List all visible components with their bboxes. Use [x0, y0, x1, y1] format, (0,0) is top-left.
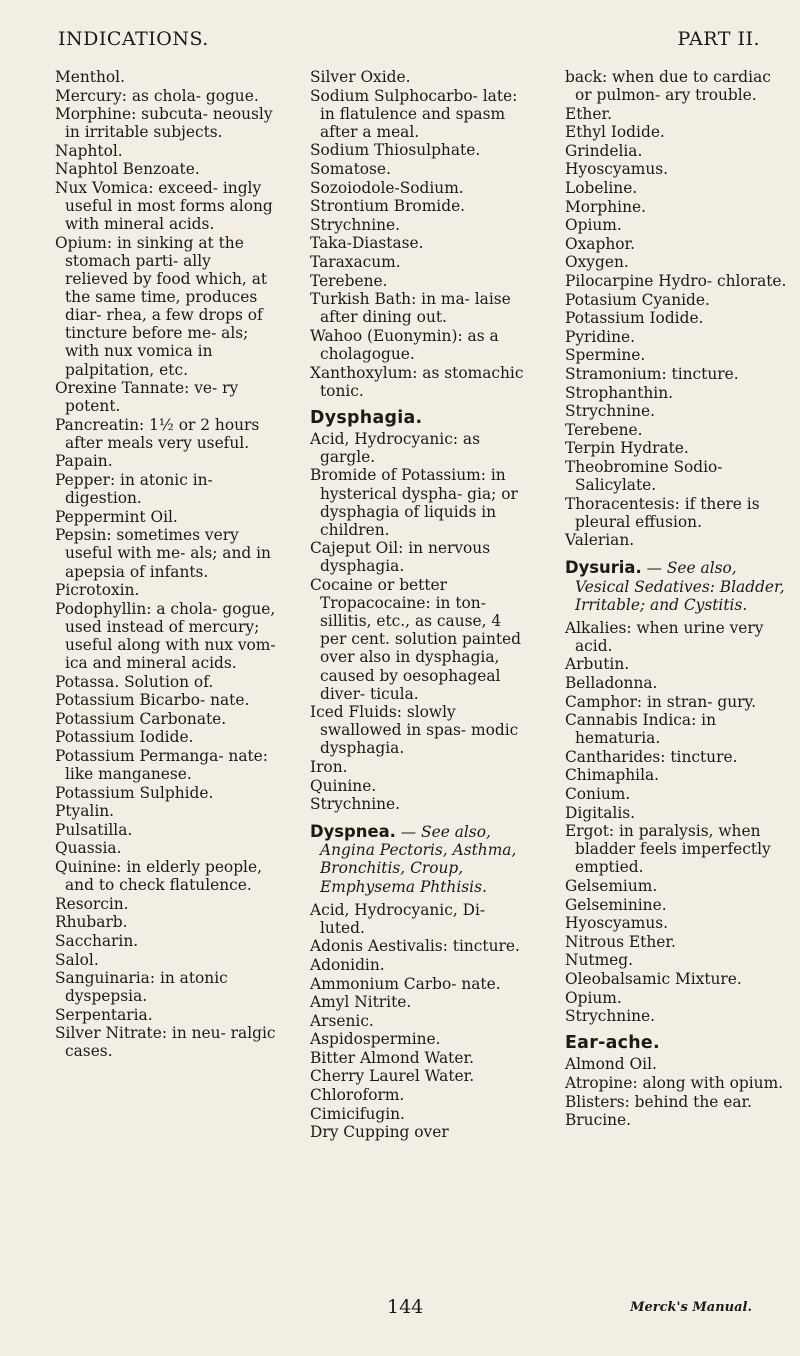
index-entry: Spermine.	[565, 346, 646, 365]
index-entry: Aspidospermine.	[310, 1030, 441, 1049]
index-entry: Thoracentesis: if there is pleural effusion.	[565, 494, 760, 531]
index-entry: Gelseminine.	[565, 895, 667, 914]
index-entry: Picrotoxin.	[55, 581, 140, 600]
column-3	[565, 68, 787, 1130]
index-entry: Strychnine.	[565, 402, 656, 421]
index-entry: Sodium Thiosulphate.	[310, 141, 481, 160]
index-entry: Orexine Tannate: ve- ry potent.	[55, 379, 239, 416]
index-entry: Iced Fluids: slowly swallowed in spas- modic dysphagia.	[310, 703, 519, 758]
index-entry: Strychnine.	[310, 795, 401, 814]
index-entry: Atropine: along with opium.	[565, 1073, 784, 1092]
index-entry: Taraxacum.	[310, 252, 401, 271]
index-entry: Dry Cupping over	[310, 1123, 449, 1142]
section-heading-dyspnea: Dyspnea.	[310, 822, 396, 842]
index-entry: Oxaphor.	[565, 234, 636, 253]
index-entry: Podophyllin: a chola- gogue, used instead of mercury; useful along with nux vom- ica and mineral acids.	[55, 599, 276, 672]
index-entry: Terebene.	[565, 420, 643, 439]
section-intro-dyspnea	[310, 823, 532, 895]
index-entry: Quinine.	[310, 776, 377, 795]
index-entry: Camphor: in stran- gury.	[565, 692, 757, 711]
index-entry: Potasium Cyanide.	[565, 290, 710, 309]
index-entry: Chimaphila.	[565, 766, 660, 785]
index-entry: Bromide of Potassium: in hysterical dyspha- gia; or dysphagia of liquids in children.	[310, 466, 518, 539]
index-entry: Adonis Aestivalis: tincture.	[310, 937, 520, 956]
column-1	[55, 68, 277, 1061]
index-entry: Serpentaria.	[55, 1005, 153, 1024]
index-entry: Naphtol.	[55, 141, 123, 160]
index-entry: Pepsin: sometimes very useful with me- als; and in apepsia of infants.	[55, 526, 271, 581]
index-entry: Opium: in sinking at the stomach parti- ally relieved by food which, at the same time, produces diar- rhea, a few drops of tincture before me- als; with nux vomica in palpitation, etc.	[55, 233, 268, 379]
index-entry: Potassium Sulphide.	[55, 783, 214, 802]
index-entry: Resorcin.	[55, 894, 129, 913]
index-entry: Cannabis Indica: in hematuria.	[565, 711, 716, 748]
index-entry: Turkish Bath: in ma- laise after dining out.	[310, 290, 511, 327]
index-entry: Pulsatilla.	[55, 820, 133, 839]
index-entry: Quassia.	[55, 839, 122, 858]
index-entry: Digitalis.	[565, 803, 636, 822]
index-entry: Rhubarb.	[55, 913, 128, 932]
index-entry: Taka-Diastase.	[310, 234, 424, 253]
index-entry: Conium.	[565, 785, 631, 804]
index-entry: Opium.	[565, 988, 622, 1007]
index-entry: Papain.	[55, 452, 113, 471]
index-entry: Oleobalsamic Mixture.	[565, 970, 742, 988]
index-entry: Brucine.	[565, 1111, 632, 1130]
index-entry: Silver Nitrate: in neu- ralgic cases.	[55, 1024, 276, 1061]
index-entry: Blisters: behind the ear.	[565, 1092, 753, 1111]
index-entry: Mercury: as chola- gogue.	[55, 86, 259, 105]
index-entry: Potassa. Solution of.	[55, 672, 214, 691]
index-entry: Stramonium: tincture.	[565, 365, 739, 383]
section-heading-earache: Ear-ache.	[565, 1033, 660, 1054]
index-entry: Iron.	[310, 757, 348, 776]
index-entry: Ergot: in paralysis, when bladder feels imperfectly emptied.	[565, 822, 771, 877]
index-entry: Terebene.	[310, 271, 388, 290]
index-entry: Menthol.	[55, 68, 125, 86]
see-also-dyspnea: — See also, Angina Pectoris, Asthma, Bronchitis, Croup, Emphysema Phthisis.	[320, 823, 517, 896]
index-entry: Potassium Bicarbo- nate.	[55, 691, 250, 710]
index-entry: Acid, Hydrocyanic: as gargle.	[310, 429, 480, 466]
index-entry: Almond Oil.	[565, 1055, 657, 1074]
index-entry: Saccharin.	[55, 931, 139, 950]
index-entry: Cajeput Oil: in nervous dysphagia.	[310, 539, 491, 576]
index-entry: Pilocarpine Hydro- chlorate.	[565, 272, 787, 291]
index-entry: Ammonium Carbo- nate.	[310, 974, 501, 993]
index-entry: Arsenic.	[310, 1011, 374, 1030]
index-entry: Cherry Laurel Water.	[310, 1067, 475, 1086]
index-entry: Valerian.	[565, 531, 635, 550]
index-entry: back: when due to cardiac or pulmon- ary trouble.	[565, 68, 771, 105]
index-entry: Somatose.	[310, 159, 391, 178]
index-entry: Potassium Iodide.	[55, 728, 194, 747]
index-entry: Ptyalin.	[55, 802, 115, 821]
index-entry: Quinine: in elderly people, and to check flatulence.	[55, 858, 262, 895]
see-also-dysuria: — See also, Vesical Sedatives: Bladder, Irritable; and Cystitis.	[575, 559, 785, 614]
index-entry: Strychnine.	[310, 215, 401, 234]
index-entry: Sozoiodole-Sodium.	[310, 178, 464, 197]
index-entry: Oxygen.	[565, 253, 629, 272]
index-entry: Lobeline.	[565, 179, 638, 198]
index-entry: Chloroform.	[310, 1086, 405, 1105]
index-entry: Sanguinaria: in atonic dyspepsia.	[55, 969, 228, 1006]
index-entry: Grindelia.	[565, 141, 643, 160]
index-entry: Salol.	[55, 950, 99, 969]
index-entry: Cocaine or better Tropacocaine: in ton- sillitis, etc., as cause, 4 per cent. solution painted over also in dysphagia, caused by oesophageal diver- ticula.	[310, 576, 522, 703]
index-entry: Potassium Permanga- nate: like manganese.	[55, 746, 268, 784]
running-header-right: PART II.	[677, 28, 760, 50]
index-entry: Adonidin.	[310, 955, 385, 974]
index-entry: Wahoo (Euonymin): as a cholagogue.	[310, 326, 499, 363]
index-entry: Pyridine.	[565, 327, 636, 346]
index-entry: Potassium Carbonate.	[55, 709, 227, 728]
footer-imprint: Merck's Manual.	[630, 1300, 752, 1315]
section-heading-dysphagia: Dysphagia.	[310, 407, 423, 428]
index-entry: Sodium Sulphocarbo- late: in flatulence and spasm after a meal.	[310, 86, 518, 141]
index-entry: Pancreatin: 1½ or 2 hours after meals very useful.	[55, 415, 260, 452]
index-entry: Ethyl Iodide.	[565, 123, 665, 142]
index-entry: Silver Oxide.	[310, 68, 411, 86]
index-entry: Theobromine Sodio- Salicylate.	[565, 457, 723, 495]
index-entry: Cimicifugin.	[310, 1104, 405, 1123]
index-entry: Potassium Iodide.	[565, 309, 704, 328]
section-intro-dysuria	[565, 559, 787, 613]
index-entry: Acid, Hydrocyanic, Di- luted.	[310, 900, 486, 937]
index-entry: Strychnine.	[565, 1007, 656, 1026]
index-entry: Morphine: subcuta- neously in irritable subjects.	[55, 105, 273, 142]
running-header-left: INDICATIONS.	[58, 28, 209, 50]
section-heading-dysuria: Dysuria.	[565, 558, 642, 578]
index-entry: Nutmeg.	[565, 951, 634, 970]
index-entry: Belladonna.	[565, 674, 658, 692]
index-entry: Strontium Bromide.	[310, 197, 466, 216]
index-entry: Pepper: in atonic in- digestion.	[55, 471, 213, 508]
index-entry: Naphtol Benzoate.	[55, 160, 200, 179]
index-entry: Gelsemium.	[565, 877, 658, 896]
index-entry: Nux Vomica: exceed- ingly useful in most forms along with mineral acids.	[55, 179, 273, 234]
index-entry: Xanthoxylum: as stomachic tonic.	[310, 363, 524, 400]
column-2	[310, 68, 532, 1142]
index-entry: Alkalies: when urine very acid.	[565, 618, 764, 655]
index-entry: Hyoscyamus.	[565, 160, 669, 179]
index-entry: Opium.	[565, 216, 622, 235]
index-entry: Nitrous Ether.	[565, 932, 676, 951]
index-entry: Cantharides: tincture.	[565, 747, 738, 766]
index-entry: Bitter Almond Water.	[310, 1048, 475, 1067]
index-entry: Amyl Nitrite.	[310, 993, 412, 1012]
index-entry: Hyoscyamus.	[565, 914, 669, 933]
index-entry: Strophanthin.	[565, 383, 674, 402]
index-entry: Morphine.	[565, 197, 646, 216]
index-entry: Ether.	[565, 104, 612, 123]
index-entry: Terpin Hydrate.	[565, 439, 689, 458]
index-entry: Peppermint Oil.	[55, 507, 178, 526]
page-number: 144	[387, 1296, 424, 1318]
index-entry: Arbutin.	[565, 655, 630, 674]
